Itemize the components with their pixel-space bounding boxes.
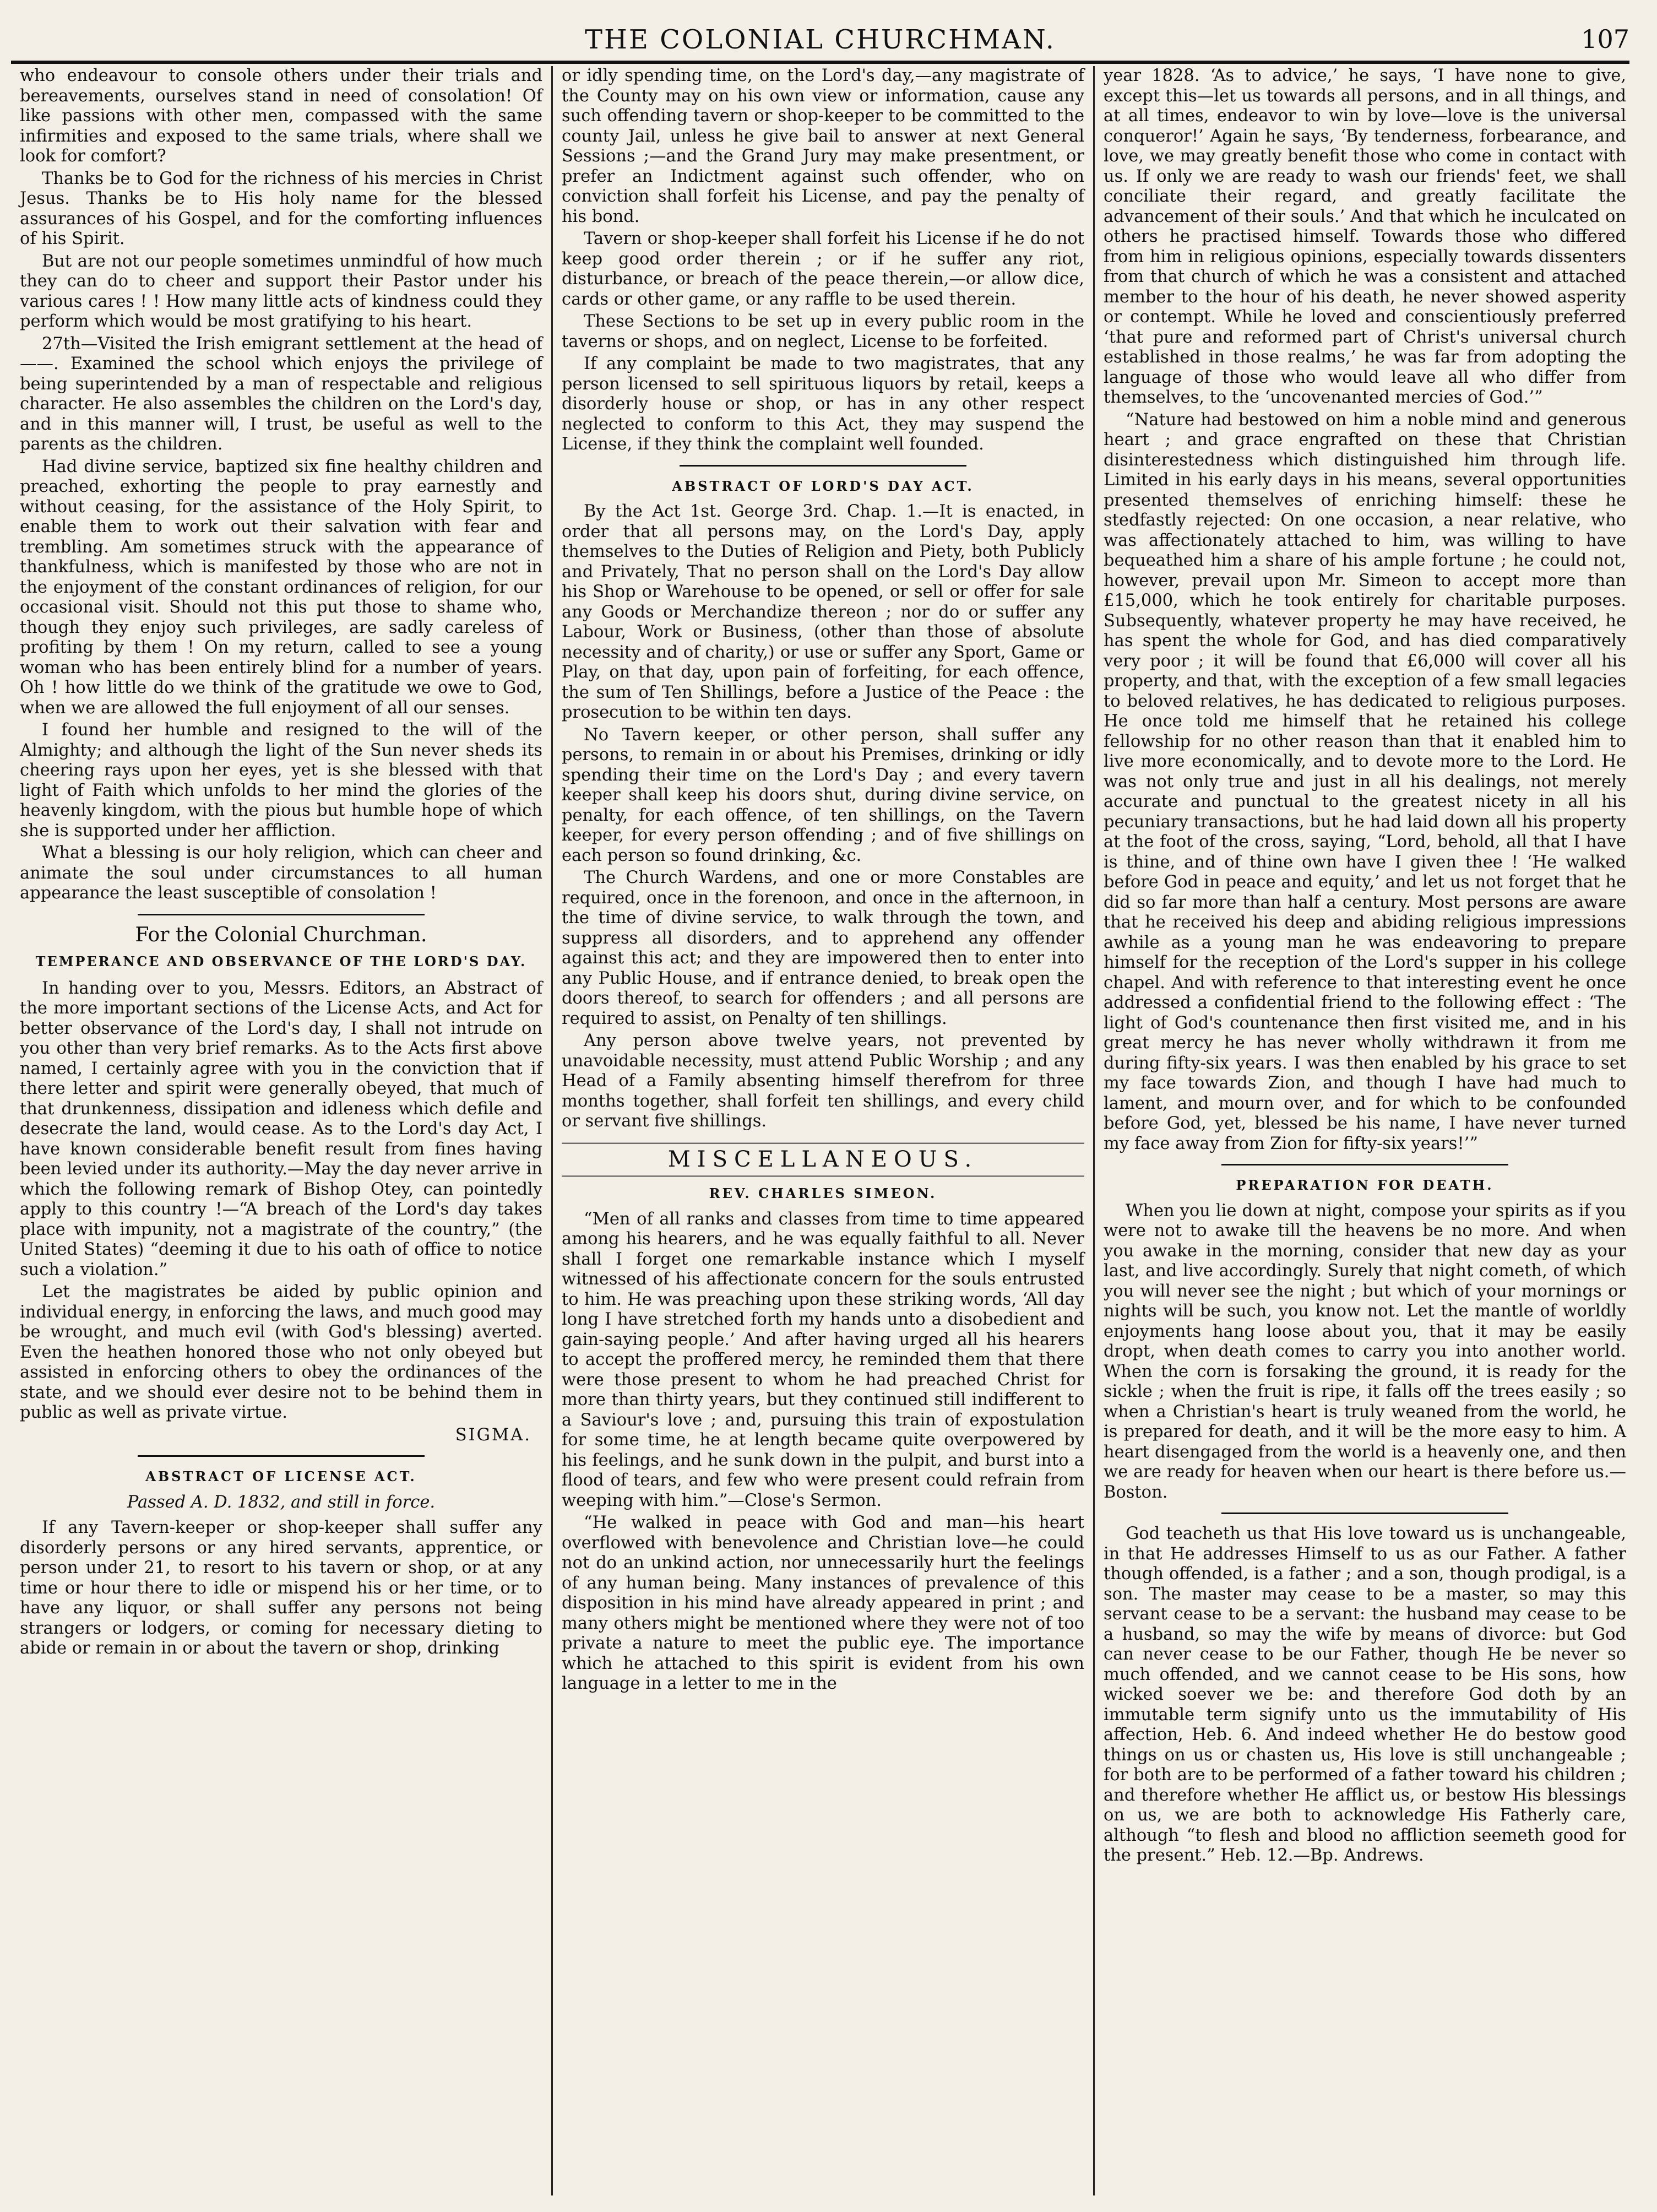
article-subheading: Passed A. D. 1832, and still in force.: [127, 1492, 436, 1512]
paragraph: By the Act 1st. George 3rd. Chap. 1.—It is enacted, in order that all persons may, on the Lord's Day, apply themselves to the Duties of Religion and Piety, both Publicly and Privately, That no person shall on the Lord's Day allow his Shop or Warehouse to be opened, or sell or offer for sale any Goods or Merchandize thereon ; nor do or suffer any Labour, Work or Business, (other than those of absolute necessity and of charity,) or use or suffer any Sport, Game or Play, on that day, upon pain of forfeiting, for each offence, the sum of Ten Shillings, before a Justice of the Peace : the prosecution to be within ten days.: [562, 502, 1084, 722]
section-divider: [138, 914, 425, 915]
article-heading: PREPARATION FOR DEATH.: [1236, 1177, 1494, 1193]
paragraph: or idly spending time, on the Lord's day,—any magistrate of the County may on his own view or information, cause any such offending tavern or shop-keeper to be committed to the county Jail, unless he give bail to answer at next General Sessions ;—and the Grand Jury may make presentment, or prefer an Indictment against such offender, who on conviction shall forfeit his License, and pay the penalty of his bond.: [562, 66, 1084, 226]
paragraph: But are not our people sometimes unmindful of how much they can do to cheer and support their Pastor under his various cares ! ! How many little acts of kindness could they perform which would be most gratifying to his heart.: [20, 251, 542, 331]
paragraph: Any person above twelve years, not prevented by unavoidable necessity, must attend Public Worship ; and any Head of a Family absenting himself therefrom for three months together, shall forfeit ten shillings, and every child or servant five shillings.: [562, 1031, 1084, 1131]
article-heading: TEMPERANCE AND OBSERVANCE OF THE LORD'S DAY.: [35, 953, 527, 969]
miscellaneous-banner: MISCELLANEOUS.: [562, 1142, 1084, 1178]
section-heading: For the Colonial Churchman.: [135, 923, 427, 946]
columns: [11, 66, 1635, 2195]
paragraph: God teacheth us that His love toward us is unchangeable, in that He addresses Himself to us as our Father. A father though offended, is a father ; and a son, though prodigal, is a son. The master may cease to be a master, so may this servant cease to be a servant: the husband may cease to be a husband, so may the wife by means of divorce: but God can never cease to be our Father, though He be never so much offended, and we cannot cease to be His sons, how wicked soever we be: and therefore God doth by an immutable term signify unto us the immutability of His affection, Heb. 6. And indeed whether He do bestow good things on us or chasten us, His love is still unchangeable ; for both are to be performed of a father toward his children ; and therefore whether He afflict us, or bestow His blessings on us, we are both to acknowledge His Fatherly care, although “to flesh and blood no affliction seemeth good for the present.” Heb. 12.—Bp. Andrews.: [1104, 1524, 1626, 1865]
signature: SIGMA.: [455, 1425, 531, 1445]
paragraph: who endeavour to console others under their trials and bereavements, ourselves stand in need of consolation! Of like passions with other men, compassed with the same infirmities and exposed to the same trials, where shall we look for comfort?: [20, 66, 542, 166]
paragraph: Tavern or shop-keeper shall forfeit his License if he do not keep good order therein ; or if he suffer any riot, disturbance, or breach of the peace therein,—or allow dice, cards or other game, or any raffle to be used therein.: [562, 229, 1084, 309]
paragraph: In handing over to you, Messrs. Editors, an Abstract of the more important sections of the License Acts, and Act for better observance of the Lord's day, I shall not intrude on you other than very brief remarks. As to the Acts first above named, I certainly agree with you in the conviction that if there letter and spirit were generally obeyed, that much of that drunkenness, dissipation and idleness which defile and desecrate the land, would cease. As to the Lord's day Act, I have known considerable benefit result from fines having been levied under its authority.—May the day never arrive in which the following remark of Bishop Otey, can pointedly apply to this country !—“A breach of the Lord's day takes place with impunity, not a magistrate of the country,” (the United States) “deeming it due to his oath of office to notice such a violation.”: [20, 978, 542, 1280]
article-heading: ABSTRACT OF LORD'S DAY ACT.: [672, 478, 974, 494]
paragraph: “Nature had bestowed on him a noble mind and generous heart ; and grace engrafted on these that Christian disinterestedness which distinguished him through life. Limited in his early days in his means, several opportunities presented themselves of enriching himself: these he stedfastly rejected: On one occasion, a near relative, who was affectionately attached to him, was willing to have bequeathed him a share of his ample fortune ; he could not, however, prevail upon Mr. Simeon to accept more than £15,000, which he took entirely for charitable purposes. Subsequently, whatever property he may have received, he has spent the whole for God, and has died comparatively very poor ; it will be found that £6,000 will cover all his property, and that, with the exception of a few small legacies to beloved relatives, he has dedicated to religious purposes. He once told me himself that he retained his college fellowship for no other reason than that it enabled him to live more economically, and to devote more to the Lord. He was not only true and just in all his dealings, not merely accurate and punctual to the greatest nicety in all his pecuniary transactions, but he had laid down all his property at the foot of the cross, saying, “Lord, behold, all that I have is thine, and of thine own have I given thee ! ‘He walked before God in peace and equity,’ and let us not forget that he did so far more than half a century. Most persons are aware that he received his deep and abiding religious impressions awhile as a young man he was endeavoring to prepare himself for the reception of the Lord's supper in his college chapel. And with reference to that interesting event he once addressed a confidential friend to the following effect : ‘The light of God's countenance then first visited me, and in his great mercy he has never wholly withdrawn it from me during fifty-six years. I was then enabled by his grace to set my face towards Zion, and though I have had much to lament, and mourn over, and for which to be confounded before God, yet, blessed be his name, I have never turned my face away from Zion for fifty-six years!’”: [1104, 410, 1626, 1153]
section-divider: [1221, 1512, 1509, 1514]
paragraph: What a blessing is our holy religion, which can cheer and animate the soul under circumstances to all human appearance the least susceptible of consolation !: [20, 843, 542, 903]
column-3: [1093, 66, 1635, 2195]
paragraph: When you lie down at night, compose your spirits as if you were not to awake till the heavens be no more. And when you awake in the morning, consider that new day as your last, and live accordingly. Surely that night cometh, of which you will never see the night ; but which of your mornings or nights will be such, you know not. Let the mantle of worldly enjoyments hang loose about you, that it may be easily dropt, when death comes to carry you into another world. When the corn is forsaking the ground, it is ready for the sickle ; when the fruit is ripe, it falls off the trees easily ; so when a Christian's heart is truly weaned from the world, he is prepared for death, and it will be the more easy to him. A heart disengaged from the world is a heavenly one, and then we are ready for heaven when our heart is there before us.—Boston.: [1104, 1201, 1626, 1502]
paragraph: Let the magistrates be aided by public opinion and individual energy, in enforcing the laws, and much good may be wrought, and much evil (with God's blessing) averted. Even the heathen honored those who not only obeyed but assisted in enforcing others to obey the ordinances of the state, and we should ever desire not to be behind them in public as well as private virtue.: [20, 1282, 542, 1422]
paragraph: The Church Wardens, and one or more Constables are required, once in the forenoon, and once in the afternoon, in the time of divine service, to walk through the town, and suppress all disorders, and to apprehend any offender against this act; and they are impowered then to enter into any Public House, and if entrance denied, to break open the doors thereof, to search for offenders ; and all persons are required to assist, on Penalty of ten shillings.: [562, 868, 1084, 1028]
paragraph: year 1828. ‘As to advice,’ he says, ‘I have none to give, except this—let us towards all persons, and in all things, and at all times, endeavor to win by love—love is the universal conqueror!’ Again he says, ‘By tenderness, forbearance, and love, we may greatly benefit those who come in contact with us. If only we are ready to wash our friends' feet, we shall conciliate their regard, and greatly facilitate the advancement of their souls.’ And that which he inculcated on others he practised himself. Towards those who differed from him in religious opinions, especially towards dissenters from that church of which he was a consistent and attached member to the hour of his death, he never showed asperity or contempt. While he loved and conscientiously preferred ‘that pure and reformed part of Christ's universal church established in those realms,’ he was far from adopting the language of those who would leave all who differ from themselves, to the ‘uncovenanted mercies of God.’”: [1104, 66, 1626, 407]
paragraph: These Sections to be set up in every public room in the taverns or shops, and on neglect, License to be forfeited.: [562, 312, 1084, 351]
paragraph: Had divine service, baptized six fine healthy children and preached, exhorting the people to pray earnestly and without ceasing, for the assistance of the Holy Spirit, to enable them to work out their salvation with fear and trembling. Am sometimes struck with the appearance of thankfulness, which is manifested by those who are not in the enjoyment of the constant ordinances of religion, for our occasional visit. Should not this put those to shame who, though they enjoy such privileges, are sadly careless of profiting by them ! On my return, called to see a young woman who has been entirely blind for a number of years. Oh ! how little do we think of the gratitude we owe to God, when we are allowed the full enjoyment of all our senses.: [20, 457, 542, 718]
article-heading: REV. CHARLES SIMEON.: [709, 1185, 937, 1201]
paragraph: Thanks be to God for the richness of his mercies in Christ Jesus. Thanks be to His holy name for the blessed assurances of his Gospel, and for the comforting influences of his Spirit.: [20, 169, 542, 248]
paragraph: I found her humble and resigned to the will of the Almighty; and although the light of the Sun never sheds its cheering rays upon her eyes, yet is she blessed with that light of Faith which unfolds to her mind the glories of the heavenly kingdom, with the pious but humble hope of which she is supported under her affliction.: [20, 720, 542, 841]
article-heading: ABSTRACT OF LICENSE ACT.: [145, 1468, 417, 1484]
paragraph: 27th—Visited the Irish emigrant settlement at the head of ——. Examined the school which enjoys the privilege of being superintended by a man of respectable and religious character. He also assembles the children on the Lord's day, and in this manner will, I trust, be useful as well to the parents as the children.: [20, 334, 542, 454]
section-divider: [680, 465, 967, 467]
column-2: [551, 66, 1093, 2195]
section-divider: [138, 1455, 425, 1457]
page-number: 107: [1581, 24, 1629, 54]
masthead: [11, 22, 1629, 64]
paragraph: No Tavern keeper, or other person, shall suffer any persons, to remain in or about his Premises, drinking or idly spending their time on the Lord's Day ; and every tavern keeper shall keep his doors shut, during divine service, on penalty, for each offence, of ten shillings, on the Tavern keeper, for every person offending ; and of five shillings on each person so found drinking, &c.: [562, 725, 1084, 865]
newspaper-title: THE COLONIAL CHURCHMAN.: [585, 24, 1056, 55]
paragraph: If any complaint be made to two magistrates, that any person licensed to sell spirituous liquors by retail, keeps a disorderly house or shop, or has in any other respect neglected to conform to this Act, they may suspend the License, if they think the complaint well founded.: [562, 354, 1084, 454]
paragraph: If any Tavern-keeper or shop-keeper shall suffer any disorderly persons or any hired servants, apprentice, or person under 21, to resort to his tavern or shop, or at any time or hour there to idle or mispend his or her time, or to have any liquor, or shall suffer any persons not being strangers or lodgers, or coming for necessary dieting to abide or remain in or about the tavern or shop, drinking: [20, 1518, 542, 1658]
paragraph: “He walked in peace with God and man—his heart overflowed with benevolence and Christian love—he could not do an unkind action, nor unnecessarily hurt the feelings of any human being. Many instances of prevalence of this disposition in his mind have already appeared in print ; and many others might be mentioned where they were not of too private a nature to meet the public eye. The importance which he attached to this spirit is evident from his own language in a letter to me in the: [562, 1513, 1084, 1693]
column-1: [11, 66, 551, 2195]
section-divider: [1221, 1164, 1509, 1165]
paragraph: “Men of all ranks and classes from time to time appeared among his hearers, and he was equally faithful to all. Never shall I forget one remarkable instance which I myself witnessed of his affectionate concern for the souls entrusted to him. He was preaching upon these striking words, ‘All day long I have stretched forth my hands unto a disobedient and gain-saying people.’ And after having urged all his hearers to accept the proffered mercy, he reminded them that there were those present to whom he had preached Christ for more than thirty years, but they continued still indifferent to a Saviour's love ; and, pursuing this train of expostulation for some time, he at length became quite overpowered by his feelings, and he sunk down in the pulpit, and burst into a flood of tears, and few who were present could refrain from weeping with him.”—Close's Sermon.: [562, 1209, 1084, 1510]
